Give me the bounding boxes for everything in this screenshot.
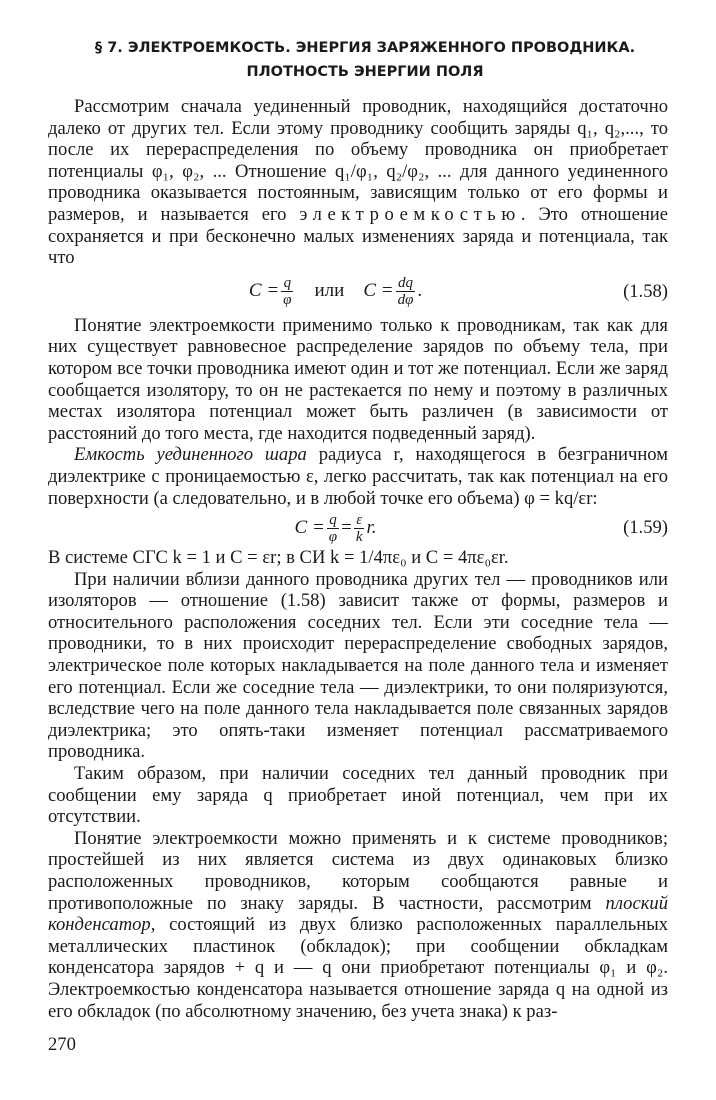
paragraph-6: Таким образом, при наличии соседних тел данный проводник при сообщении ему заряда q приобретает иной потенциал, чем при их отсутствии. [48, 763, 668, 828]
heading-line-1: § 7. ЭЛЕКТРОЕМКОСТЬ. ЭНЕРГИЯ ЗАРЯЖЕННОГО ПРОВОДНИКА. [94, 40, 636, 56]
formula-or-word: или [314, 280, 345, 302]
formula-1-59-expression: C = $\frac{q}{\varphi}$ = $\frac{\varepsilon}{k}$ r. [294, 511, 377, 545]
sphere-capacity-term: Емкость уединенного шара [74, 444, 307, 466]
fraction-q-phi-2: $\frac{q}{\varphi}$ [328, 511, 338, 545]
paragraph-1-tail: . Это отношение сохраняется и при бесконечно малых изменениях заряда и потенциала, так что [48, 203, 668, 269]
paragraph-2: Понятие электроемкости применимо только к проводникам, так как для них существует равновесное распределение зарядов по объему тела, при котором все точки проводника имеют один и тот же потенциал. Если же заряд сообщается изолятору, то он не растекается по нему и поэтому в различных местах изолятора потенциал может быть различен (в зависимости от расстояний до того места, где находится подведенный заряд). [48, 314, 668, 444]
formula-1-58 [48, 269, 668, 315]
term-electrocapacity: электроемкостью [299, 203, 521, 225]
equation-number-1-58: (1.58) [623, 280, 668, 302]
formula-1-59 [48, 509, 668, 547]
section-heading [60, 36, 670, 84]
fraction-eps-k: $\frac{\varepsilon}{k}$ [355, 511, 363, 545]
equation-number-1-59: (1.59) [623, 517, 668, 539]
paragraph-4: В системе СГС k = 1 и C = εr; в СИ k = 1/4πε₀ и C = 4πε₀εr. [48, 547, 509, 569]
heading-line-2: ПЛОТНОСТЬ ЭНЕРГИИ ПОЛЯ [246, 64, 484, 80]
paragraph-3 [48, 444, 668, 509]
flat-capacitor-term: плоский конденсатор, [48, 892, 668, 936]
formula-1-58-expression: C = $\frac{q}{\varphi}$ или C = $\frac{dq}{d\varphi}$ . [248, 275, 423, 309]
paragraph-1 [48, 96, 668, 269]
paragraph-3-text: радиуса r, находящегося в безграничном диэлектрике с проницаемостью ε, легко рассчитать, так как потенциал на его поверхности (а следовательно, и в любой точке его объема) φ = kq/εr: [48, 444, 668, 509]
paragraph-1-text: Рассмотрим сначала уединенный проводник, находящийся достаточно далеко от других тел. Если этому проводнику сообщить заряды q₁, q₂,..., то после их перераспределения по объему проводника он приобретает потенциалы φ₁, φ₂, ... Отношение q₁/φ₁, q₂/φ₂, ... для данного уединенного проводника оказывается постоянным, зависящим только от его формы и размеров, и называется его [48, 96, 668, 225]
paragraph-7: Понятие электроемкости можно применять и к системе проводников; простейшей из них является система из двух одинаковых близко расположенных проводников, которым сообщаются равные и противоположные по знаку заряды. В частности, рассмотрим плоский конденсатор, состоящий из двух близко расположенных параллельных металлических пластинок (обкладок); при сообщении обкладкам конденсатора зарядов + q и — q они приобретают потенциалы φ₁ и φ₂. Электроемкостью конденсатора называется отношение заряда q на одной из его обкладок (по абсолютному значению, без учета знака) к раз- [48, 827, 668, 1022]
paragraph-5: При наличии вблизи данного проводника других тел — проводников или изоляторов — отношение (1.58) зависит также от формы, размеров и относительного расположения соседних тел. Если эти соседние тела — проводники, то в них происходит перераспределение свободных зарядов, электрическое поле которых накладывается на поле данного тела и изменяет его потенциал. Если же соседние тела — диэлектрики, то они поляризуются, вследствие чего на поле данного тела накладывается поле связанных зарядов диэлектрика; это опять-таки изменяет потенциал рассматриваемого проводника. [48, 568, 668, 763]
text-body [48, 96, 668, 1022]
page-number: 270 [48, 1034, 76, 1055]
fraction-dq-dphi: $\frac{dq}{d\varphi}$ [397, 275, 414, 309]
fraction-q-phi: $\frac{q}{\varphi}$ [283, 275, 292, 309]
